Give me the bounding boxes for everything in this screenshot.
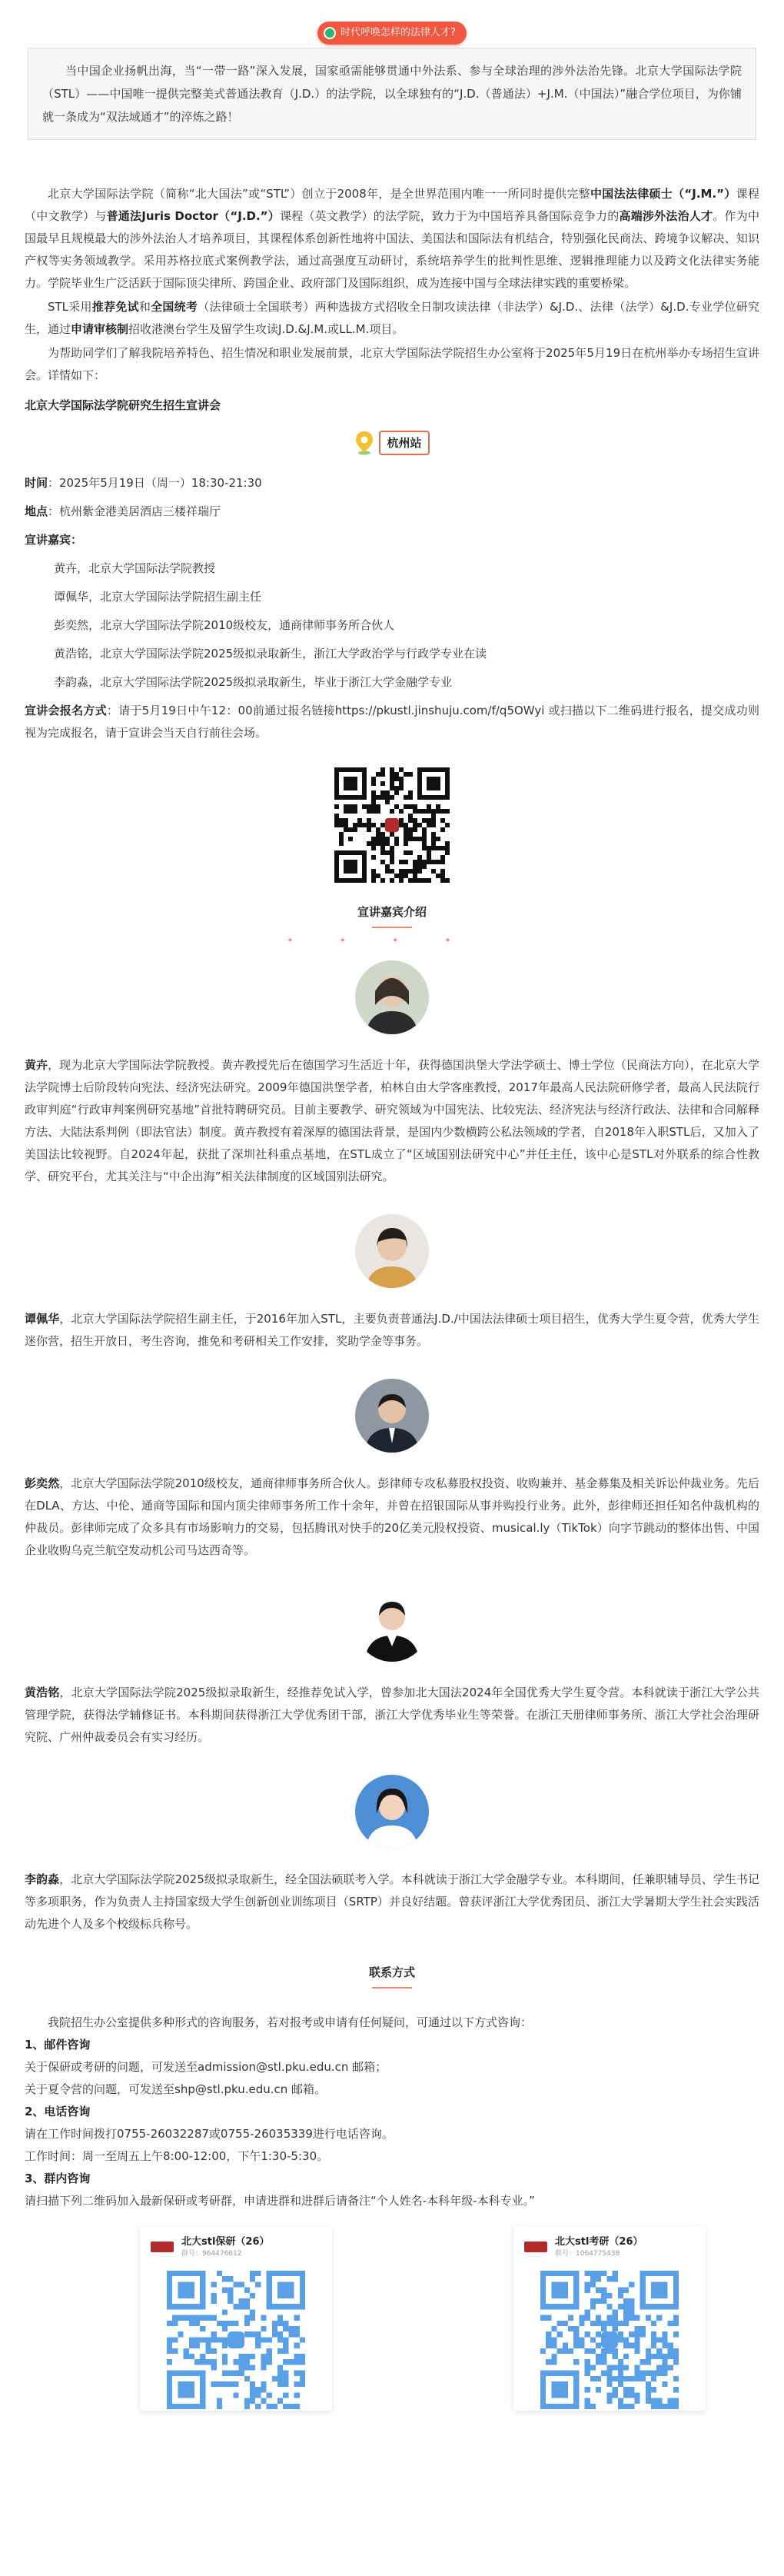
school-logo-icon bbox=[151, 2242, 174, 2252]
intro-highlight: 普通法Juris Doctor（“J.D.”） bbox=[106, 209, 280, 223]
event-signup-value: ：请于5月19日中午12：00前通过报名链接https://pkustl.jinshuju.com/f/q5OWyi 或扫描以下二维码进行报名，提交成功则视为完成报名，请于宣讲会当天自行前往会场。 bbox=[25, 704, 759, 740]
group-number: 群号：1064775438 bbox=[555, 2250, 620, 2258]
title-underline bbox=[372, 1987, 412, 1989]
event-signup bbox=[25, 700, 759, 744]
school-logo-icon bbox=[524, 2242, 547, 2252]
contact-phone-line-2: 工作时间：周一至周五上午8:00-12:00，下午1:30-5:30。 bbox=[25, 2149, 329, 2163]
group-qr-card[interactable] bbox=[513, 2226, 706, 2411]
event-place-value: ：杭州紫金港美居酒店三楼祥瑞厅 bbox=[48, 504, 221, 518]
intro-text: 。作为中国最早且规模最大的涉外法治人才培养项目，其课程体系创新性地将中国法、美国法和国际法有机结合，特别强化民商法、跨境争议解决、知识产权等实务领域教学。采用苏格拉底式案例教学法，通过高强度互动研讨，系统培养学生的批判性思维、逻辑推理能力以及跨文化法律实务能力。学院毕业生广泛活跃于国际顶尖律所、跨国企业、政府部门及国际组织，成为连接中国与全球法律实践的重要桥梁。 bbox=[25, 209, 759, 290]
group-qr-cards bbox=[25, 2212, 759, 2411]
speaker-bio-body: ，现为北京大学国际法学院教授。黄卉教授先后在德国学习生活近十年，获得德国洪堡大学法学硕士、博士学位（民商法方向），在北京大学法学院博士后阶段转向宪法、经济宪法研究。2009年德国洪堡学者，柏林自由大学客座教授，2017年最高人民法院研修学者，最高人民法院行政审判庭“行政审判案例研究基地”首批特聘研究员。目前主要教学、研究领域为中国宪法、比较宪法、经济宪法与经济行政法、法律和合同解释方法、大陆法系判例（即法官法）制度。黄卉教授有着深厚的德国法背景，是国内少数横跨公私法领域的学者，自2018年入职STL后，又加入了美国法比较视野。自2024年起，获批了深圳社科重点基地，在STL成立了“区域国别法研究中心”并任主任，该中心是STL对外联系的综合性教学、研究平台，尤其关注与“中企出海”相关法律制度的区域国别法研究。 bbox=[25, 1058, 759, 1183]
intro-text: 课程（中文教学）与 bbox=[25, 187, 759, 223]
intro-text: 招收港澳台学生及留学生攻读J.D.&J.M.或LL.M.项目。 bbox=[128, 322, 404, 336]
contact-section-title bbox=[25, 1962, 759, 1989]
speaker-bio-text bbox=[25, 1682, 759, 1749]
speaker-name: 谭佩华 bbox=[25, 1312, 60, 1326]
header-badge bbox=[317, 22, 467, 45]
speaker-bio-body: ，北京大学国际法学院2025级拟录取新生，经全国法硕联考入学。本科就读于浙江大学金融学专业。本科期间，任兼职辅导员、学生书记等多项职务，作为负责人主持国家级大学生创新创业训练项目（SRTP）并良好结题。曾获评浙江大学优秀团员、浙江大学暑期大学生社会实践活动先进个人及多个校级标兵称号。 bbox=[25, 1872, 759, 1931]
speaker-bio-body: ，北京大学国际法学院招生副主任，于2016年加入STL，主要负责普通法J.D./中国法法律硕士项目招生，优秀大学生夏令营，优秀大学生迷你营，招生开放日，考生咨询，推免和考研相关工作安排，奖助学金等事务。 bbox=[25, 1312, 759, 1348]
speakers-section-title bbox=[25, 901, 759, 928]
avatar bbox=[355, 1379, 429, 1453]
intro-highlight: 全国统考 bbox=[151, 300, 198, 314]
speaker-bio bbox=[25, 1473, 759, 1562]
guest-item: 谭佩华，北京大学国际法学院招生副主任 bbox=[54, 590, 262, 604]
location-pin-icon bbox=[354, 431, 374, 455]
intro-quote-box bbox=[28, 48, 756, 140]
group-qr-card-header bbox=[524, 2235, 695, 2265]
avatar bbox=[355, 1214, 429, 1288]
speaker-bio-body: ，北京大学国际法学院2010级校友，通商律师事务所合伙人。彭律师专攻私募股权投资、收购兼并、基金募集及相关诉讼仲裁业务。先后在DLA、方达、中伦、通商等国际和国内顶尖律师事务所工作十余年，并曾在招银国际从事并购投行业务。此外，彭律师还担任知名仲裁机构的仲裁员。彭律师完成了众多具有市场影响力的交易，包括腾讯对快手的20亿美元股权投资、musical.ly（TikTok）向字节跳动的整体出售、中国企业收购乌克兰航空发动机公司马达西奇等。 bbox=[25, 1476, 759, 1557]
intro-text: （法律硕士全国联考）两种选拔方式招收全日制攻读法律（非法学）&J.D.、法律（法学）&J.D.专业学位研究生，通过 bbox=[25, 300, 759, 336]
event-place bbox=[25, 501, 759, 523]
speaker-name: 黄卉 bbox=[25, 1058, 48, 1072]
contact-group-title: 3、群内咨询 bbox=[25, 2172, 91, 2185]
contact-phone-title: 2、电话咨询 bbox=[25, 2105, 91, 2118]
contact-phone-line-1: 请在工作时间拨打0755-26032287或0755-26035339进行电话咨询。 bbox=[25, 2127, 394, 2141]
speaker-bio-body: ，北京大学国际法学院2025级拟录取新生，经推荐免试入学，曾参加北大国法2024年全国优秀大学生夏令营。本科就读于浙江大学公共管理学院，获得法学辅修证书。本科期间获得浙江大学优秀团干部，浙江大学优秀毕业生等荣誉。在浙江天册律师事务所、浙江大学社会治理研究院、广州仲裁委员会有实习经历。 bbox=[25, 1686, 759, 1744]
guest-item: 李韵淼，北京大学国际法学院2025级拟录取新生，毕业于浙江大学金融学专业 bbox=[54, 675, 453, 689]
speaker-bio bbox=[25, 1054, 759, 1188]
group-title: 北大stl保研（26） bbox=[181, 2236, 270, 2248]
header-badge-wrap bbox=[25, 22, 759, 48]
contact-group-line-1: 请扫描下列二维码加入最新保研或考研群，申请进群和进群后请备注“个人姓名-本科年级-本科专业。” bbox=[25, 2194, 535, 2208]
event-time bbox=[25, 472, 759, 494]
speaker-bio bbox=[25, 1682, 759, 1749]
decorative-sparks-icon: ✦✦✦✦ bbox=[287, 937, 497, 945]
speaker-card bbox=[25, 1588, 759, 1749]
intro-paragraph-2 bbox=[25, 296, 759, 341]
intro-quote-text: 当中国企业扬帆出海，当“一带一路”深入发展，国家亟需能够贯通中外法系、参与全球治理的涉外法治先锋。北京大学国际法学院（STL）——中国唯一提供完整美式普通法教育（J.D.）的法学院，以全球独有的“J.D.（普通法）+J.M.（中国法）”融合学位项目，为你铺就一条成为“双法域通才”的淬炼之路！ bbox=[42, 64, 742, 124]
group-qr-code[interactable] bbox=[537, 2271, 683, 2409]
group-qr-card-header bbox=[151, 2235, 321, 2265]
guest-item: 黄卉，北京大学国际法学院教授 bbox=[54, 561, 216, 575]
speaker-card bbox=[25, 1775, 759, 1935]
group-number: 群号：964476612 bbox=[181, 2250, 242, 2258]
intro-text: STL采用 bbox=[48, 300, 92, 314]
speaker-bio-text bbox=[25, 1473, 759, 1562]
intro-paragraph-1 bbox=[25, 183, 759, 295]
speaker-card bbox=[25, 1379, 759, 1562]
group-title: 北大stl考研（26） bbox=[555, 2236, 643, 2248]
title-underline bbox=[372, 927, 412, 928]
group-qr-card[interactable] bbox=[140, 2226, 332, 2411]
intro-section bbox=[25, 183, 759, 417]
speaker-name: 黄浩铭 bbox=[25, 1686, 60, 1699]
event-time-value: ：2025年5月19日（周一）18:30-21:30 bbox=[48, 476, 262, 490]
event-title: 北京大学国际法学院研究生招生宣讲会 bbox=[25, 398, 221, 412]
intro-text: 北京大学国际法学院（简称“北大国法”或“STL”）创立于2008年，是全世界范围内唯一一所同时提供完整 bbox=[48, 187, 590, 201]
intro-highlight: 中国法法律硕士（“J.M.”） bbox=[590, 187, 736, 201]
speaker-card bbox=[25, 1214, 759, 1353]
event-time-label: 时间 bbox=[25, 476, 48, 490]
city-tag bbox=[354, 431, 429, 455]
avatar bbox=[355, 1588, 429, 1662]
speaker-bio-text bbox=[25, 1054, 759, 1188]
group-qr-code[interactable] bbox=[163, 2271, 309, 2409]
guest-item: 彭奕然，北京大学国际法学院2010级校友，通商律师事务所合伙人 bbox=[54, 618, 395, 632]
speaker-bio-text bbox=[25, 1869, 759, 1935]
intro-highlight: 高端涉外法治人才 bbox=[619, 209, 713, 223]
speaker-card bbox=[25, 960, 759, 1188]
speaker-bio bbox=[25, 1308, 759, 1353]
green-dot-icon bbox=[324, 27, 336, 39]
contact-section bbox=[25, 2012, 759, 2212]
city-label: 杭州站 bbox=[379, 431, 429, 455]
speaker-name: 彭奕然 bbox=[25, 1476, 60, 1490]
contact-mail-line-1: 关于保研或考研的问题，可发送至admission@stl.pku.edu.cn 邮箱； bbox=[25, 2060, 387, 2074]
event-info bbox=[25, 472, 759, 744]
contact-mail-title: 1、邮件咨询 bbox=[25, 2038, 91, 2052]
intro-highlight: 申请审核制 bbox=[71, 322, 129, 336]
avatar bbox=[355, 960, 429, 1034]
event-guests-heading: 宣讲嘉宾： bbox=[25, 533, 83, 547]
speaker-name: 李韵淼 bbox=[25, 1872, 60, 1886]
intro-text: 课程（英文教学）的法学院，致力于为中国培养具备国际竞争力的 bbox=[280, 209, 620, 223]
event-place-label: 地点 bbox=[25, 504, 48, 518]
event-signup-label: 宣讲会报名方式 bbox=[25, 704, 107, 717]
event-guests-label bbox=[25, 529, 759, 551]
contact-section-title-text: 联系方式 bbox=[368, 1965, 415, 1979]
speakers-section-title-text: 宣讲嘉宾介绍 bbox=[357, 905, 427, 919]
guest-item: 黄浩铭，北京大学国际法学院2025级拟录取新生，浙江大学政治学与行政学专业在读 bbox=[54, 647, 487, 661]
city-label-wrap bbox=[25, 431, 759, 461]
signup-qr-code[interactable] bbox=[334, 767, 450, 883]
contact-intro: 我院招生办公室提供多种形式的咨询服务，若对报考或申请有任何疑问，可通过以下方式咨询： bbox=[48, 2015, 533, 2029]
guest-list bbox=[25, 557, 759, 694]
speaker-bio-text bbox=[25, 1308, 759, 1353]
intro-text: 和 bbox=[138, 300, 151, 314]
header-badge-text: 时代呼唤怎样的法律人才? bbox=[341, 27, 456, 38]
speaker-bio bbox=[25, 1869, 759, 1935]
intro-paragraph-3: 为帮助同学们了解我院培养特色、招生情况和职业发展前景，北京大学国际法学院招生办公室将于2025年5月19日在杭州举办专场招生宣讲会。详情如下： bbox=[25, 346, 759, 382]
contact-mail-line-2: 关于夏令营的问题，可发送至shp@stl.pku.edu.cn 邮箱。 bbox=[25, 2082, 327, 2096]
intro-highlight: 推荐免试 bbox=[91, 300, 139, 314]
avatar bbox=[355, 1775, 429, 1849]
